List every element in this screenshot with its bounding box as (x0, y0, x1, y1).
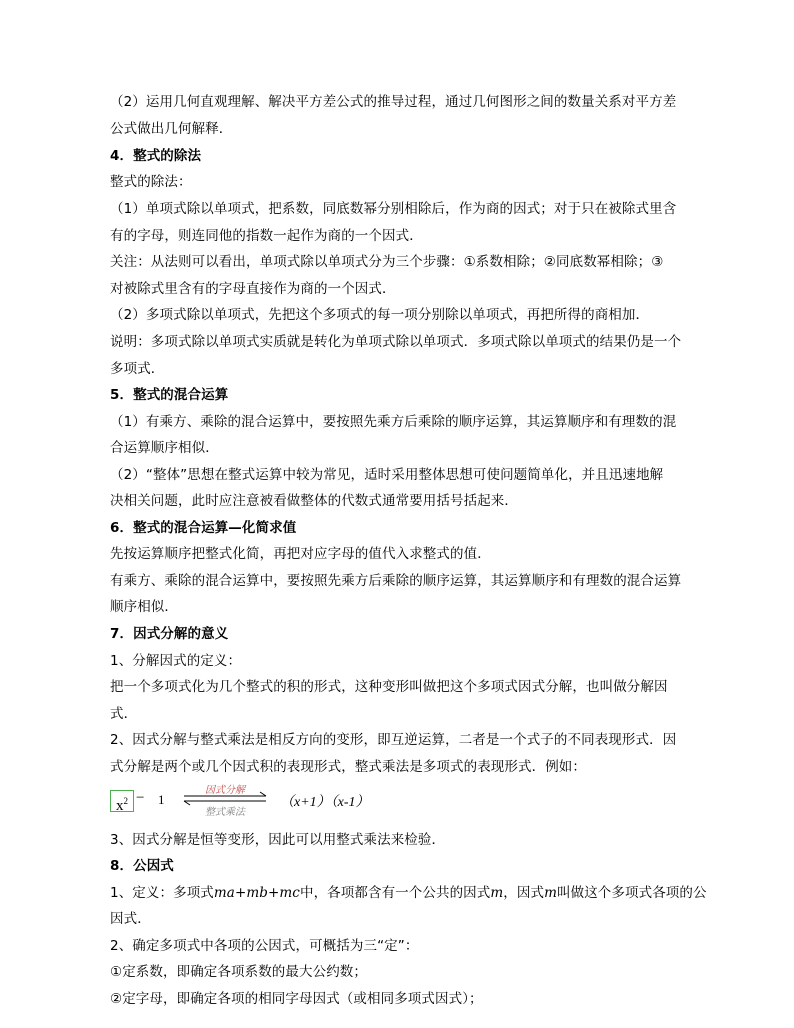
constant-one: 1 (158, 792, 165, 807)
text-run: 叫做这个多项式各项的公 (557, 885, 707, 901)
text-line: 对被除式里含有的字母直接作为商的一个因式． (110, 281, 396, 297)
factorization-example (110, 785, 470, 818)
text-line: 顺序相似． (110, 599, 178, 615)
text-line: （2）多项式除以单项式，先把这个多项式的每一项分别除以单项式，再把所得的商相加． (110, 307, 650, 323)
text-line: 3、因式分解是恒等变形，因此可以用整式乘法来检验． (110, 832, 446, 848)
text-line: 公式做出几何解释． (110, 121, 233, 137)
text-line: 整式的除法： (110, 174, 192, 190)
section-heading: 6．整式的混合运算—化简求值 (110, 520, 297, 536)
minus-sign: − (136, 790, 145, 806)
math-variable: m (544, 885, 557, 901)
text-line: 有乘方、乘除的混合运算中，要按照先乘方后乘除的顺序运算，其运算顺序和有理数的混合运算 (110, 573, 682, 589)
text-line (110, 883, 707, 903)
text-line: 因式． (110, 911, 151, 927)
text-line: （2）运用几何直观理解、解决平方差公式的推导过程，通过几何图形之间的数量关系对平方差 (110, 94, 677, 110)
text-line: 先按运算顺序把整式化简，再把对应字母的值代入求整式的值． (110, 546, 491, 562)
text-line: 1、分解因式的定义： (110, 653, 242, 669)
text-line: 说明：多项式除以单项式实质就是转化为单项式除以单项式．多项式除以单项式的结果仍是一个 (110, 334, 682, 350)
text-line: 多项式． (110, 361, 165, 377)
text-line: ①定系数，即确定各项系数的最大公约数； (110, 964, 368, 980)
text-line: 合运算顺序相似． (110, 440, 219, 456)
text-run: 1、定义：多项式 (110, 885, 214, 901)
text-line: ②定字母，即确定各项的相同字母因式（或相同多项式因式）； (110, 991, 483, 1007)
text-run: ，因式 (503, 885, 545, 901)
math-variable: m (490, 885, 504, 901)
text-line: 关注：从法则可以看出，单项式除以单项式分为三个步骤：①系数相除；②同底数幂相除；③ (110, 254, 664, 270)
x-squared-term: $x^2$ (110, 790, 134, 812)
text-line: 决相关问题，此时应注意被看做整体的代数式通常要用括号括起来． (110, 493, 518, 509)
text-line: 2、确定多项式中各项的公因式，可概括为三“定”： (110, 938, 419, 954)
factor-product: （x+1）（x-1） (280, 795, 370, 810)
multiplication-label: 整式乘法 (205, 807, 245, 818)
section-heading: 4．整式的除法 (110, 148, 202, 164)
section-heading: 7．因式分解的意义 (110, 626, 229, 642)
text-line: （1）有乘方、乘除的混合运算中，要按照先乘方后乘除的顺序运算，其运算顺序和有理数的混 (110, 414, 677, 430)
factorization-label: 因式分解 (205, 785, 245, 796)
double-arrow (180, 781, 270, 819)
text-line: 式分解是两个或几个因式积的表现形式，整式乘法是多项式的表现形式．例如： (110, 759, 586, 775)
text-line: 把一个多项式化为几个整式的积的形式，这种变形叫做把这个多项式因式分解，也叫做分解因 (110, 679, 668, 695)
math-variable: ma+mb+mc (213, 885, 300, 901)
text-line: 式． (110, 706, 138, 722)
section-heading: 5．整式的混合运算 (110, 387, 229, 403)
text-line: （2）“整体”思想在整式运算中较为常见，适时采用整体思想可使问题简单化，并且迅速地解 (110, 467, 664, 483)
text-run: 中，各项都含有一个公共的因式 (299, 885, 491, 901)
text-line: 有的字母，则连同他的指数一起作为商的一个因式． (110, 228, 423, 244)
text-line: （1）单项式除以单项式，把系数，同底数幂分别相除后，作为商的因式；对于只在被除式里含 (110, 201, 677, 217)
text-line: 2、因式分解与整式乘法是相反方向的变形，即互逆运算，二者是一个式子的不同表现形式．因 (110, 732, 677, 748)
section-heading: 8．公因式 (110, 858, 174, 874)
